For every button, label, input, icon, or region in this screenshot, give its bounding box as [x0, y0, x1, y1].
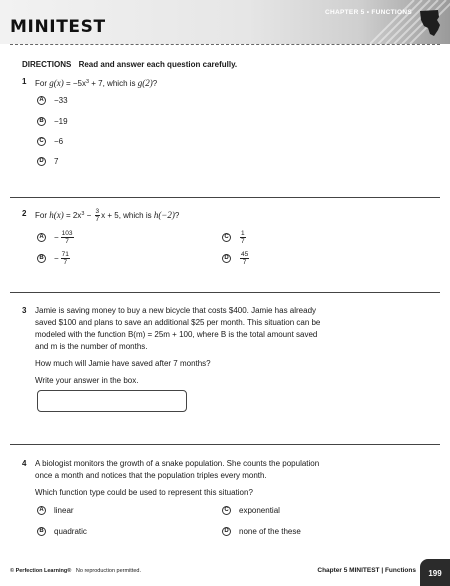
section-divider	[10, 197, 440, 198]
answer-choice-b[interactable]: B −19	[37, 117, 68, 126]
answer-choice-d[interactable]	[222, 251, 250, 266]
answer-choice-a[interactable]: A −33	[37, 96, 68, 105]
choice-bubble[interactable]: D	[222, 254, 231, 263]
question-stem: For $g(x) = -5x^3 + 7$, which is g(2)?	[35, 78, 158, 88]
choice-bubble[interactable]: B	[37, 117, 46, 126]
question-1	[22, 76, 430, 176]
section-divider	[10, 292, 440, 293]
question-number: 2	[22, 209, 27, 218]
question-number: 1	[22, 77, 27, 86]
page-title: MINITEST	[10, 17, 106, 37]
answer-choice-b[interactable]: B quadratic	[37, 527, 87, 536]
question-stem: Jamie is saving money to buy a new bicycle that costs $400. Jamie has already saved $100 and plans to save an additional $25 per month. This situation can be modeled with the function B(m) = 25m + 100, where B is the total amount saved and m is the number of months. How much will Jamie have saved after 7 months? Write your answer in the box.	[35, 305, 425, 387]
copyright-notice: © Perfection Learning® No reproduction permitted.	[10, 568, 142, 574]
header-divider	[10, 44, 440, 45]
question-3	[22, 305, 430, 385]
choice-bubble[interactable]: C	[37, 137, 46, 146]
page-number: 199	[420, 559, 450, 586]
directions	[22, 60, 237, 69]
question-number: 3	[22, 306, 27, 315]
choice-bubble[interactable]: C	[222, 506, 231, 515]
state-map-icon	[418, 8, 442, 38]
page-header	[0, 0, 450, 44]
answer-choice-c[interactable]: C −6	[37, 137, 63, 146]
choice-bubble[interactable]: D	[37, 157, 46, 166]
chapter-tag: CHAPTER 5 • FUNCTIONS	[325, 9, 412, 16]
choice-bubble[interactable]: B	[37, 254, 46, 263]
choice-bubble[interactable]: B	[37, 527, 46, 536]
fraction: $\frac{45}{7}$	[241, 251, 249, 266]
fraction: $\frac{1}{7}$	[241, 230, 245, 245]
choice-bubble[interactable]: A	[37, 96, 46, 105]
choice-bubble[interactable]: D	[222, 527, 231, 536]
question-4	[22, 458, 430, 508]
question-prompt: How much will Jamie have saved after 7 months?	[35, 359, 211, 368]
choice-bubble[interactable]: C	[222, 233, 231, 242]
choice-bubble[interactable]: A	[37, 506, 46, 515]
question-stem: For $h(x) = 2x^3$ − $\frac{3}{7}$ x + 5, which is h(−2)?	[35, 208, 180, 224]
directions-label: DIRECTIONS	[22, 60, 72, 69]
section-divider	[10, 444, 440, 445]
fraction: $\frac{71}{7}$	[61, 251, 69, 266]
question-prompt: Which function type could be used to represent this situation?	[35, 488, 253, 497]
answer-choice-d[interactable]: D 7	[37, 157, 58, 166]
question-stem: A biologist monitors the growth of a snake population. She counts the population once a month and notices that the population triples every month. Which function type could be used to represent this situation?	[35, 458, 425, 499]
answer-choice-a[interactable]: A linear	[37, 506, 74, 515]
choice-bubble[interactable]: A	[37, 233, 46, 242]
answer-choice-a[interactable]: A − $\frac{103}{7}$	[37, 230, 75, 245]
answer-choice-b[interactable]: B − $\frac{71}{7}$	[37, 251, 71, 266]
fraction: $\frac{103}{7}$	[61, 230, 73, 245]
question-instruction: Write your answer in the box.	[35, 376, 139, 385]
answer-input-box[interactable]	[37, 390, 187, 412]
answer-choice-c[interactable]	[222, 230, 247, 245]
question-number: 4	[22, 459, 27, 468]
answer-choice-c[interactable]: C exponential	[222, 506, 280, 515]
footer-section-title: Chapter 5 MINITEST | Functions	[317, 567, 416, 574]
directions-text: Read and answer each question carefully.	[78, 60, 238, 69]
question-2	[22, 208, 430, 228]
answer-choice-d[interactable]: D none of the these	[222, 527, 301, 536]
